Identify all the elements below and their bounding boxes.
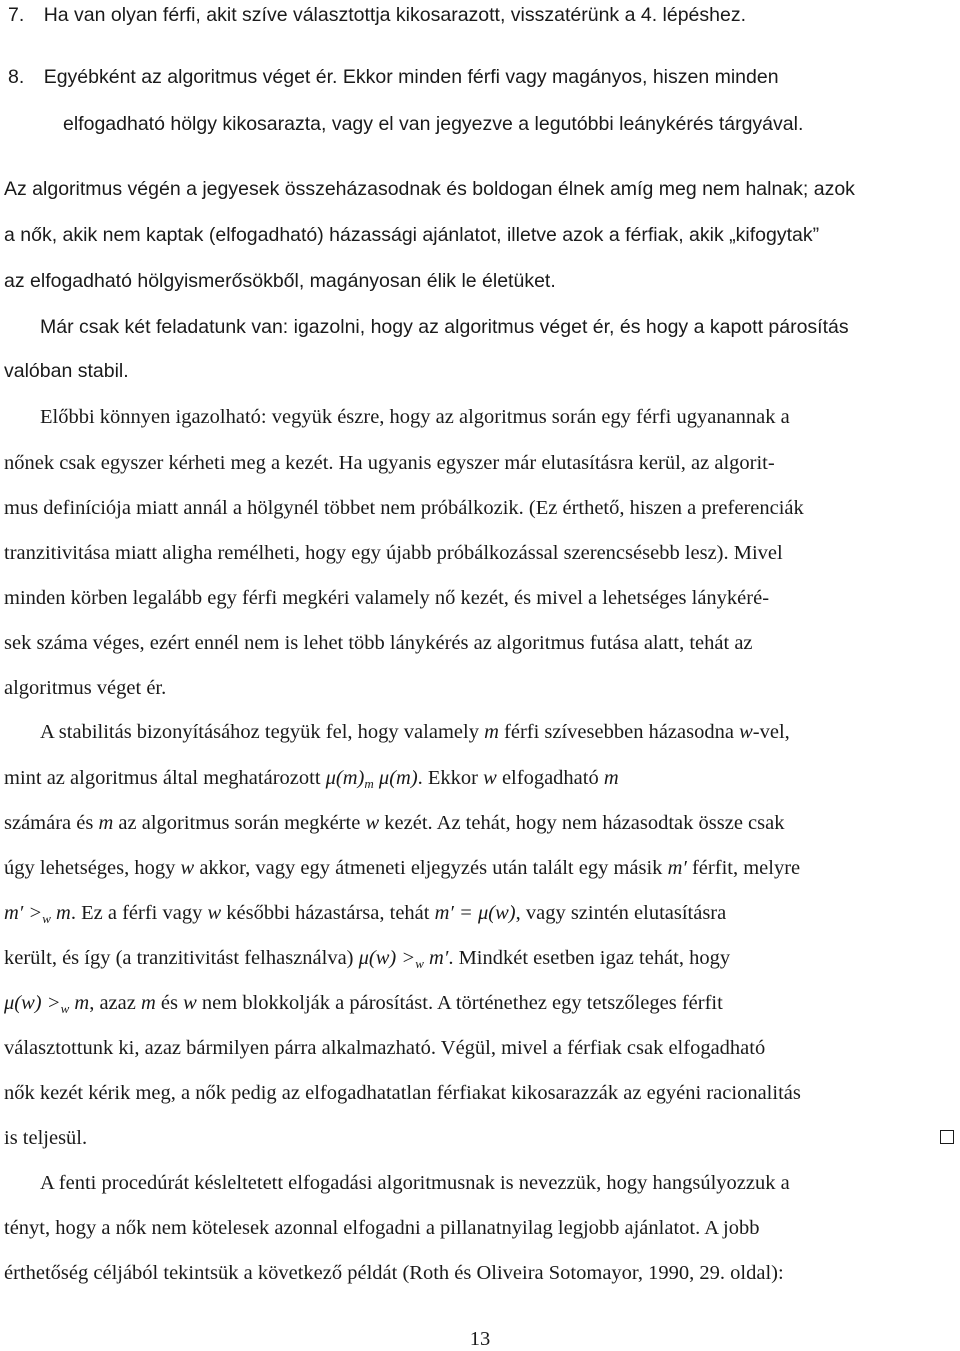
proof-line: is teljesül. — [4, 1127, 88, 1149]
math: m — [140, 992, 156, 1014]
text: . Ez a férfi vagy — [70, 902, 208, 924]
page-number: 13 — [469, 1328, 491, 1350]
math: μ(m) — [373, 767, 418, 789]
paragraph-line: A fenti procedúrát késleltetett elfogadási algoritmusnak is nevezzük, hogy hangsúlyozzuk a — [40, 1172, 790, 1194]
paragraph-line: az elfogadható hölgyismerősökből, magányosan élik le életüket. — [4, 270, 556, 292]
text: került, és így (a tranzitivitást felhasználva) — [4, 947, 359, 969]
proof-line — [4, 993, 723, 1014]
list-item-text: Egyébként az algoritmus véget ér. Ekkor minden férfi vagy magányos, hiszen minden — [43, 66, 779, 88]
math: w — [180, 857, 195, 879]
text: mint az algoritmus által meghatározott — [4, 767, 326, 789]
math: m′ — [423, 947, 449, 969]
text: férfi szívesebben házasodna — [498, 721, 740, 743]
text: -vel, — [752, 721, 790, 743]
proof-line — [4, 813, 784, 834]
math: μ(w) > — [358, 947, 416, 969]
math: w — [739, 721, 753, 743]
paragraph-line: nőnek csak egyszer kérheti meg a kezét. Ha ugyanis egyszer már elutasításra kerül, az algorit- — [4, 452, 775, 474]
text: , vagy szintén elutasításra — [515, 902, 727, 924]
qed-box-icon — [940, 1130, 954, 1144]
proof-line — [4, 948, 730, 969]
proof-line: nők kezét kérik meg, a nők pedig az elfogadhatatlan férfiakat kikosarazzák az egyéni racionalitás — [4, 1082, 801, 1104]
list-item-text-continued: elfogadható hölgy kikosarazta, vagy el van jegyezve a legutóbbi leánykérés tárgyával. — [63, 113, 804, 135]
math: μ(m) — [325, 767, 365, 789]
text: , azaz — [89, 992, 141, 1014]
math: m — [98, 812, 114, 834]
list-item-8 — [8, 68, 779, 88]
math: m — [603, 767, 619, 789]
proof-line: választottunk ki, azaz bármilyen párra alkalmazható. Végül, mivel a férfiak csak elfogadható — [4, 1037, 766, 1059]
list-item-text: Ha van olyan férfi, akit szíve választottja kikosarazott, visszatérünk a 4. lépéshez. — [43, 4, 747, 26]
text: akkor, vagy egy átmeneti eljegyzés után talált egy másik — [194, 857, 668, 879]
paragraph-line: tranzitivitása miatt aligha remélheti, hogy egy újabb próbálkozással szerencsésebb lesz). Mivel — [4, 542, 783, 564]
proof-line — [40, 722, 790, 743]
paragraph-line: érthetőség céljából tekintsük a következő példát (Roth és Oliveira Sotomayor, 1990, 29. oldal): — [4, 1262, 784, 1284]
math: μ(w) > — [4, 992, 61, 1014]
text: az algoritmus során megkérte — [113, 812, 366, 834]
paragraph-line: sek száma véges, ezért ennél nem is lehet több lánykérés az algoritmus futása alatt, tehát az — [4, 632, 753, 654]
text: férfit, melyre — [686, 857, 801, 879]
paragraph-line: valóban stabil. — [4, 360, 129, 382]
list-number: 8. — [8, 66, 25, 88]
text: későbbi házastársa, tehát — [221, 902, 435, 924]
math-subscript: w — [60, 1001, 70, 1016]
paragraph-line: Előbbi könnyen igazolható: vegyük észre, hogy az algoritmus során egy férfi ugyanannak a — [40, 406, 790, 428]
math: w — [483, 767, 497, 789]
paragraph-line: a nők, akik nem kaptak (elfogadható) házassági ajánlatot, illetve azok a férfiak, akik „kifogytak” — [4, 224, 820, 246]
math: m′ > — [4, 902, 43, 924]
paragraph-line: Már csak két feladatunk van: igazolni, hogy az algoritmus véget ér, és hogy a kapott párosítás — [40, 316, 849, 338]
math: m — [484, 721, 499, 743]
paragraph-line: Az algoritmus végén a jegyesek összeházasodnak és boldogan élnek amíg meg nem halnak; azok — [4, 178, 855, 200]
list-number: 7. — [8, 4, 25, 26]
proof-line — [4, 903, 726, 924]
text: úgy lehetséges, hogy — [4, 857, 181, 879]
text: elfogadható — [496, 767, 604, 789]
text: és — [155, 992, 184, 1014]
paragraph-line: minden körben legalább egy férfi megkéri valamely nő kezét, és mivel a lehetséges lánykéré- — [4, 587, 770, 609]
math: w — [183, 992, 197, 1014]
proof-line — [4, 858, 800, 879]
text: nem blokkolják a párosítást. A történethez egy tetszőleges férfit — [196, 992, 723, 1014]
list-item-7 — [8, 6, 746, 26]
math: m — [69, 992, 90, 1014]
text: A stabilitás bizonyításához tegyük fel, hogy valamely — [40, 721, 485, 743]
math-subscript: m — [364, 776, 374, 791]
math: m — [50, 902, 71, 924]
paragraph-line: tényt, hogy a nők nem kötelesek azonnal elfogadni a pillanatnyilag legjobb ajánlatot. A jobb — [4, 1217, 760, 1239]
text: . Mindkét esetben igaz tehát, hogy — [448, 947, 731, 969]
paragraph-line: mus definíciója miatt annál a hölgynél többet nem próbálkozik. (Ez érthető, hiszen a preferenciák — [4, 497, 804, 519]
text: . Ekkor — [417, 767, 484, 789]
text: kezét. Az tehát, hogy nem házasodtak össze csak — [379, 812, 785, 834]
math-subscript: w — [42, 911, 51, 926]
text: számára és — [4, 812, 99, 834]
math: m′ = μ(w) — [434, 902, 516, 924]
paragraph-line: algoritmus véget ér. — [4, 677, 167, 699]
proof-line — [4, 768, 619, 789]
math-subscript: w — [415, 956, 424, 971]
math: w — [207, 902, 222, 924]
math: w — [365, 812, 380, 834]
math: m′ — [667, 857, 687, 879]
